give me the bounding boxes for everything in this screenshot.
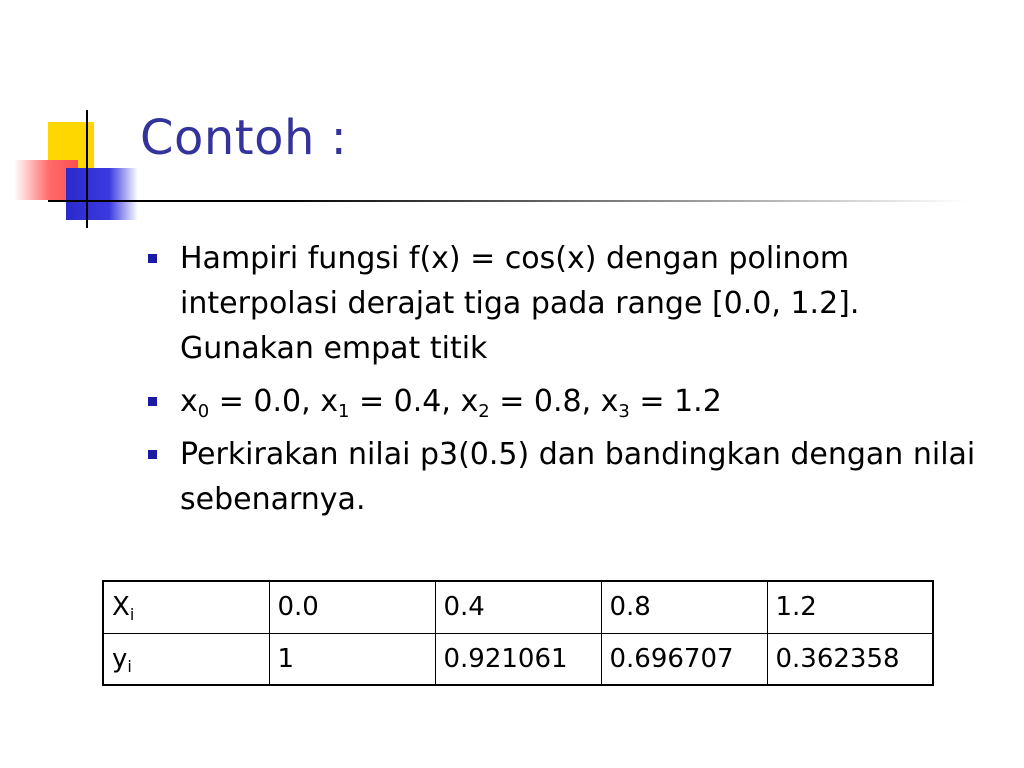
- bullet-item: [148, 379, 988, 424]
- point-value: = 0.8,: [489, 384, 601, 419]
- table-cell: 0.921061: [435, 633, 601, 685]
- point-var: x: [460, 384, 479, 419]
- table-cell: 0.4: [435, 581, 601, 633]
- table-cell: 1.2: [767, 581, 933, 633]
- table-row: [103, 581, 933, 633]
- slide-title: Contoh :: [140, 110, 348, 166]
- row-label-subscript: i: [127, 656, 132, 676]
- row-label-subscript: i: [129, 605, 135, 625]
- point-value: = 1.2: [629, 384, 722, 419]
- table-cell: 1: [269, 633, 435, 685]
- bullet-item: [148, 432, 988, 522]
- point-subscript: 1: [337, 401, 350, 422]
- interpolation-points: [180, 384, 722, 422]
- bullet-text: Perkirakan nilai p3(0.5) dan bandingkan dengan nilai sebenarnya.: [180, 437, 976, 517]
- row-label: X: [112, 592, 130, 623]
- point-subscript: 0: [197, 401, 210, 422]
- point-value: = 0.4,: [349, 384, 461, 419]
- point-subscript: 2: [478, 401, 490, 422]
- data-table: [102, 580, 934, 686]
- vertical-rule: [86, 110, 88, 228]
- square-bullet-icon: [148, 450, 157, 459]
- point-subscript: 3: [618, 401, 630, 422]
- bullet-item: [148, 236, 988, 371]
- bullet-list: [148, 236, 988, 530]
- table-cell: 0.8: [601, 581, 767, 633]
- point-var: x: [320, 384, 338, 419]
- table-cell: 0.696707: [601, 633, 767, 685]
- square-bullet-icon: [148, 397, 157, 406]
- point-var: x: [600, 384, 619, 419]
- table-cell: 0.362358: [767, 633, 933, 685]
- title-underline-rule: [48, 200, 968, 202]
- point-var: x: [180, 384, 198, 419]
- row-header-cell: [103, 633, 269, 685]
- row-header-cell: [103, 581, 269, 633]
- row-label: y: [112, 643, 128, 674]
- point-value: = 0.0,: [209, 384, 321, 419]
- bullet-text: Hampiri fungsi f(x) = cos(x) dengan polinom interpolasi derajat tiga pada range [0.0, 1.2]. Gunakan empat titik: [180, 241, 860, 366]
- square-bullet-icon: [148, 254, 157, 263]
- blue-square-decoration: [66, 168, 138, 220]
- table-row: [103, 633, 933, 685]
- table-cell: 0.0: [269, 581, 435, 633]
